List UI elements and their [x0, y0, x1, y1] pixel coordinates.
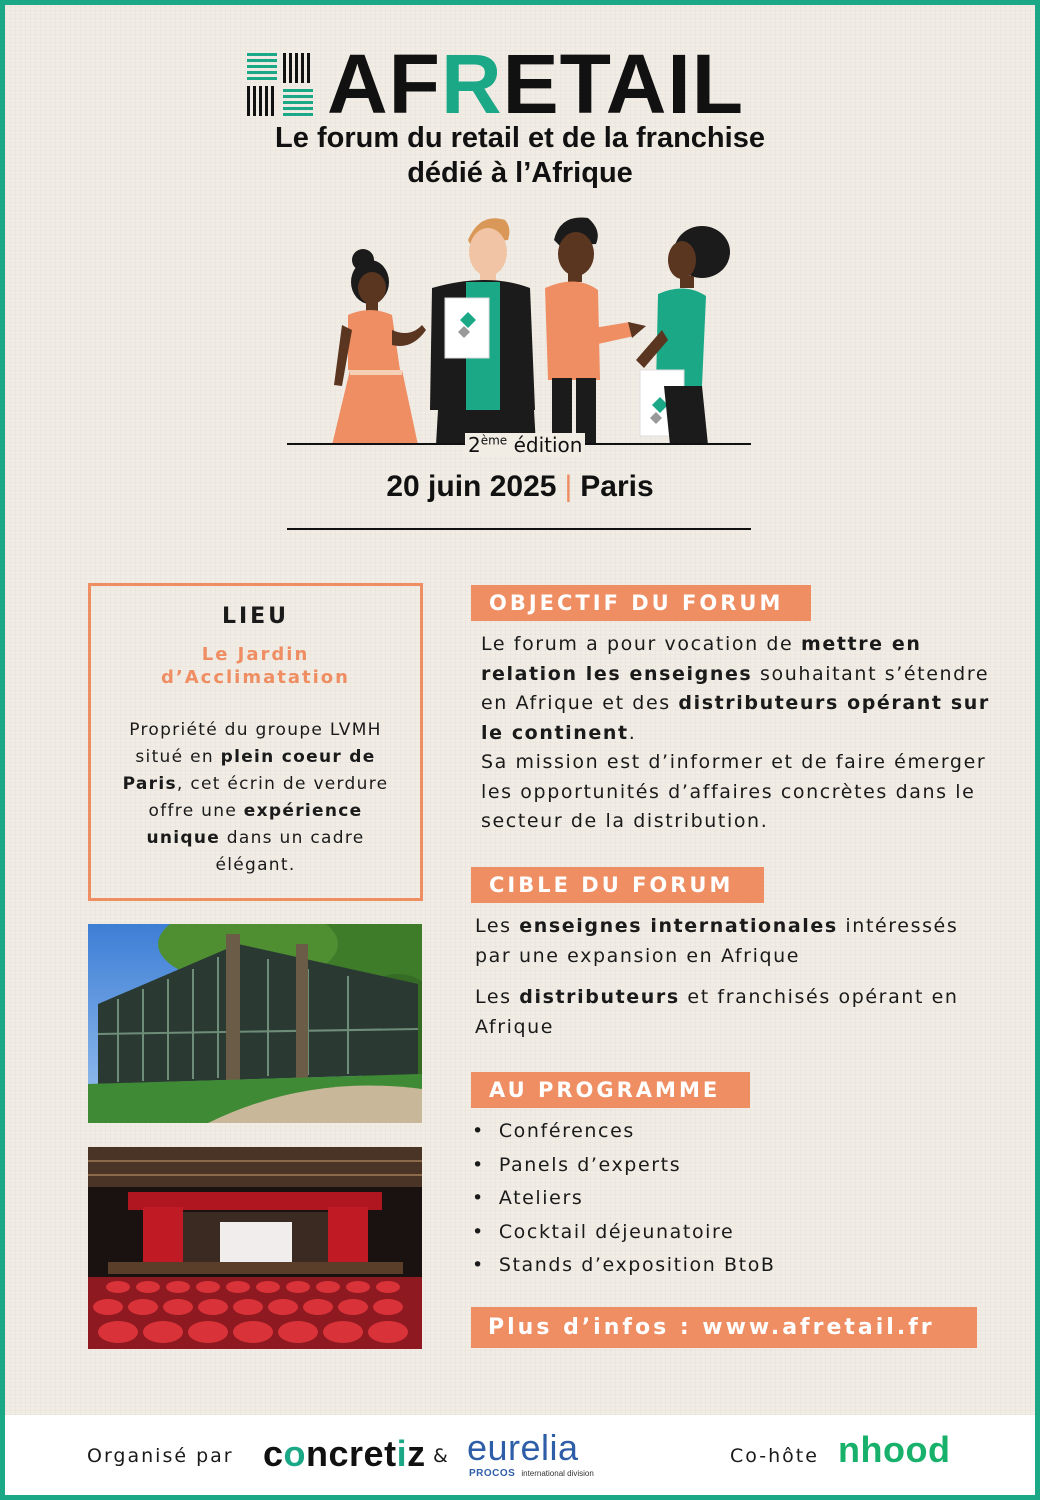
- objective-paragraph-2: Sa mission est d’informer et de faire émerger les opportunités d’affaires concrètes dans le secteur de la distribution.: [481, 751, 987, 832]
- program-heading: AU PROGRAMME: [471, 1072, 750, 1108]
- website-link[interactable]: Plus d’infos : www.afretail.fr: [471, 1307, 977, 1348]
- eurelia-subtitle: PROCOS international division: [469, 1468, 594, 1479]
- date-separator: |: [564, 470, 573, 503]
- target-paragraph-1: Les enseignes internationales intéressés par une expansion en Afrique: [475, 915, 959, 967]
- event-date: 20 juin 2025: [386, 470, 557, 503]
- organised-by-label: Organisé par: [87, 1445, 234, 1467]
- tagline-line-2: dédié à l’Afrique: [407, 157, 633, 189]
- venue-title: LIEU: [221, 604, 290, 629]
- ampersand: &: [433, 1445, 448, 1467]
- target-paragraph-2: Les distributeurs et franchisés opérant en Afrique: [475, 986, 959, 1038]
- program-item: • Cocktail déjeunatoire: [472, 1216, 776, 1250]
- networking-people-illustration: [330, 210, 740, 445]
- venue-name: Le Jardin d’Acclimatation: [161, 644, 350, 688]
- event-date-location: [0, 470, 1040, 504]
- target-heading: CIBLE DU FORUM: [471, 867, 764, 903]
- venue-photo-pavilion: [88, 924, 422, 1123]
- objective-heading: OBJECTIF DU FORUM: [471, 585, 811, 621]
- logo-pattern-icon: [245, 51, 315, 117]
- cohost-label: Co-hôte: [730, 1445, 819, 1467]
- program-item: • Panels d’experts: [472, 1149, 776, 1183]
- venue-photo-theatre: [88, 1147, 422, 1349]
- program-list: [472, 1115, 776, 1283]
- venue-box: [88, 583, 423, 901]
- nhood-logo: nhood: [838, 1429, 951, 1470]
- brand-wordmark: AFRETAIL: [327, 37, 745, 131]
- edition-label: 2ème édition: [465, 433, 585, 457]
- concretiz-logo: concretiz: [263, 1433, 426, 1474]
- eurelia-logo: eurelia: [467, 1427, 579, 1468]
- program-item: • Ateliers: [472, 1182, 776, 1216]
- event-city: Paris: [580, 470, 654, 503]
- afretail-logo: [245, 37, 745, 131]
- objective-paragraph-1: Le forum a pour vocation de mettre en relation les enseignes souhaitant s’étendre en Afrique et des distributeurs opérant sur le continent.: [481, 633, 990, 744]
- footer: [5, 1415, 1035, 1495]
- tagline-line-1: Le forum du retail et de la franchise: [275, 122, 765, 154]
- program-item: • Conférences: [472, 1115, 776, 1149]
- divider-bottom: [287, 528, 751, 530]
- venue-description: Propriété du groupe LVMH situé en plein coeur de Paris, cet écrin de verdure offre une expérience unique dans un cadre élégant.: [122, 720, 389, 875]
- program-item: • Stands d’exposition BtoB: [472, 1249, 776, 1283]
